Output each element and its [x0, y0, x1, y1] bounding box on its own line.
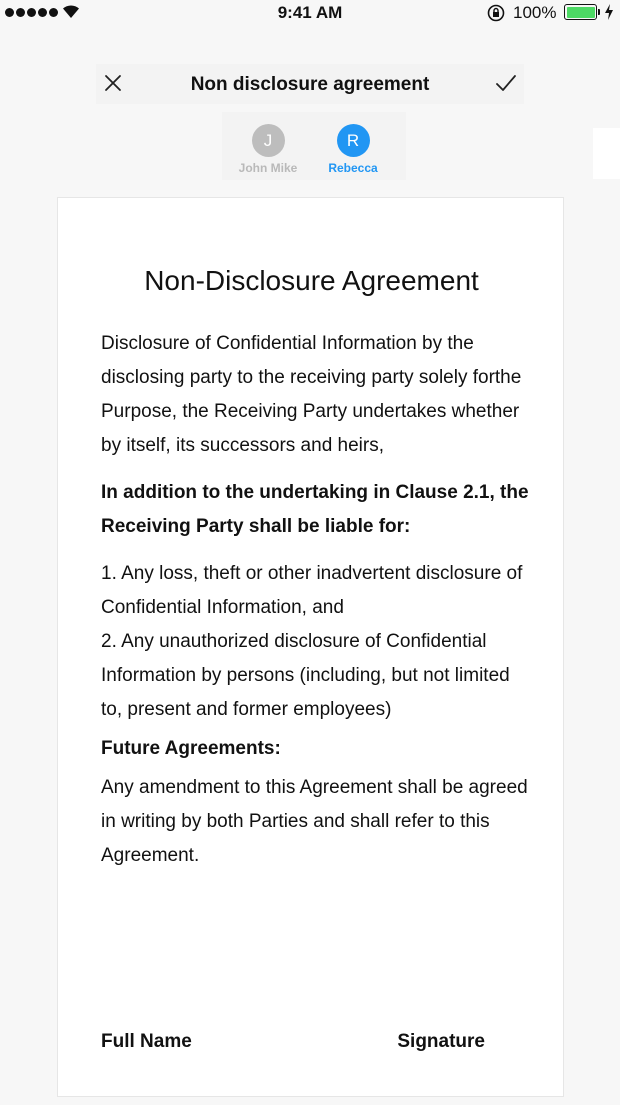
signer-rebecca[interactable] [313, 124, 393, 175]
document-page [57, 197, 564, 1097]
battery-icon [564, 4, 597, 20]
page-title: Non disclosure agreement [190, 74, 430, 95]
paragraph-amendment: Any amendment to this Agreement shall be agreed in writing by both Parties and shall refer to this Agreement. [101, 777, 528, 866]
signer-john-mike[interactable] [228, 124, 308, 175]
paragraph-liability: In addition to the undertaking in Clause 2.1, the Receiving Party shall be liable for: [101, 482, 529, 537]
signer-selector [222, 112, 406, 180]
navigation-header [96, 64, 524, 104]
avatar: J [252, 124, 285, 157]
checkmark-icon[interactable] [494, 72, 518, 94]
status-bar [0, 0, 620, 26]
list-item: 1. Any loss, theft or other inadvertent disclosure of Confidential Information, and [101, 563, 523, 618]
heading-future-agreements: Future Agreements: [101, 738, 281, 759]
signature-label: Signature [397, 1031, 485, 1052]
paragraph-disclosure: Disclosure of Confidential Information by the disclosing party to the receiving party solely forthe Purpose, the Receiving Party undertakes whether by itself, its successors and heirs, [101, 333, 522, 456]
signer-name: John Mike [238, 161, 298, 175]
document-title: Non-Disclosure Agreement [144, 265, 479, 296]
battery-percent: 100% [513, 3, 557, 22]
signer-name: Rebecca [328, 161, 378, 175]
document-body [101, 327, 531, 873]
charging-bolt-icon [604, 3, 614, 21]
rotation-lock-icon [486, 3, 506, 23]
list-item: 2. Any unauthorized disclosure of Confidential Information by persons (including, but not limited to, present and former employees) [101, 631, 510, 720]
status-time: 9:41 AM [277, 3, 343, 22]
full-name-label: Full Name [101, 1031, 192, 1052]
side-panel-tab[interactable] [593, 128, 620, 179]
avatar: R [337, 124, 370, 157]
